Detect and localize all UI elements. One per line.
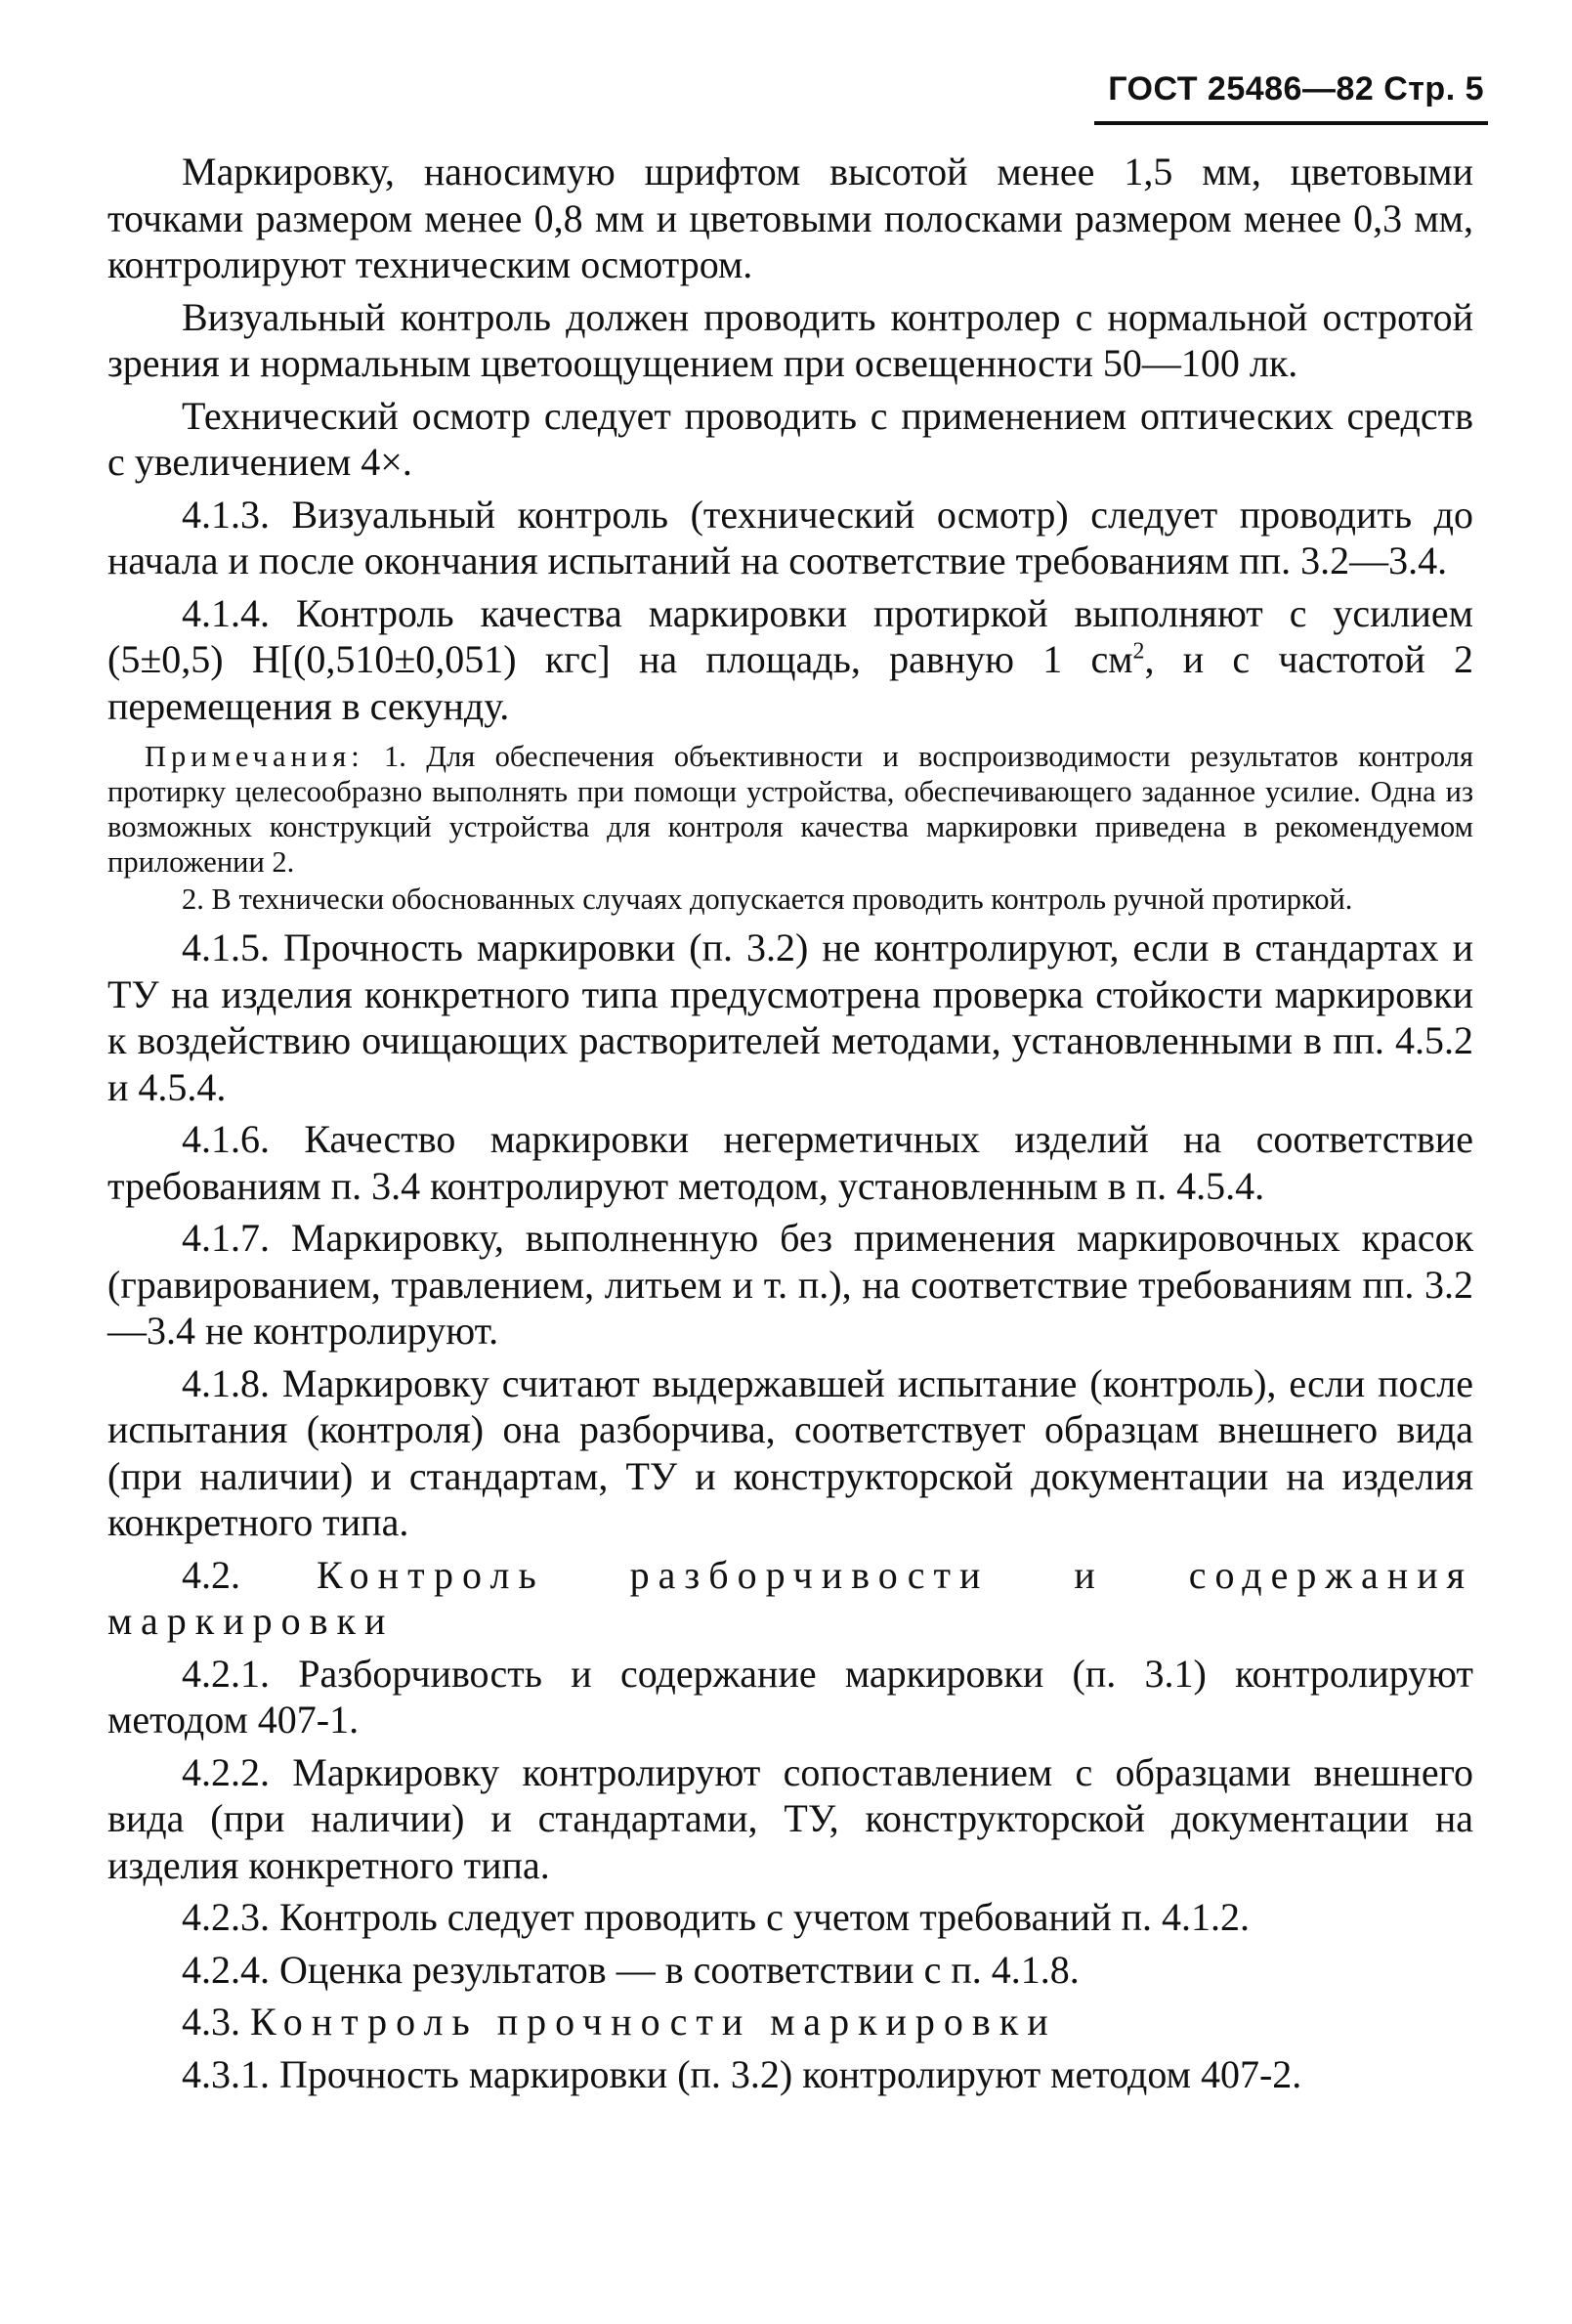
superscript-2: 2	[1132, 638, 1145, 665]
paragraph-4-1-8: 4.1.8. Маркировку считают выдержавшей испытание (контроль), если после испытания (контроля) она разборчива, соответствует образцам внешнего вида (при наличии) и стандартам, ТУ и конструкторской документации на изделия конкретного типа.	[107, 1360, 1473, 1544]
section-title-4-3: Контроль прочности маркировки	[250, 2000, 1057, 2044]
paragraph-4-3-1: 4.3.1. Прочность маркировки (п. 3.2) контролируют методом 407-2.	[182, 2051, 1302, 2096]
page-header: ГОСТ 25486—82 Стр. 5	[1108, 70, 1484, 108]
section-title-4-2: Контроль разборчивости и содержания маркировки	[107, 1552, 1473, 1643]
note-1	[107, 739, 1473, 880]
notes-label: Примечания:	[145, 740, 364, 773]
paragraph-4-2-4: 4.2.4. Оценка результатов — в соответствии с п. 4.1.8.	[182, 1947, 1080, 1992]
paragraph-4-2-1: 4.2.1. Разборчивость и содержание маркировки (п. 3.1) контролируют методом 407-1.	[107, 1651, 1473, 1742]
header-rule	[1094, 121, 1488, 125]
paragraph-technical-inspection-optics: Технический осмотр следует проводить с применением оптических средств с увеличением 4×.	[107, 393, 1473, 484]
section-number-4-3: 4.3.	[182, 2000, 240, 2044]
paragraph-4-1-5: 4.1.5. Прочность маркировки (п. 3.2) не контролируют, если в стандартах и ТУ на изделия конкретного типа предусмотрена проверка стойкости маркировки к воздействию очищающих растворителей методами, установленными в пп. 4.5.2 и 4.5.4.	[107, 925, 1473, 1109]
paragraph-4-1-7: 4.1.7. Маркировку, выполненную без применения маркировочных красок (гравированием, травлением, литьем и т. п.), на соответствие требованиям пп. 3.2—3.4 не контролируют.	[107, 1216, 1473, 1353]
document-body	[107, 149, 1473, 2103]
paragraph-4-1-4	[107, 590, 1473, 730]
section-heading-4-2	[107, 1552, 1473, 1645]
paragraph-4-1-4-text: 4.1.4. Контроль качества маркировки протиркой выполняют с усилием (5±0,5) Н[(0,510±0,051) кгс] на площадь, равную 1 см	[107, 590, 1473, 681]
paragraph-marking-small-font: Маркировку, наносимую шрифтом высотой менее 1,5 мм, цветовыми точками размером менее 0,8 мм и цветовыми полосками размером менее 0,3 мм, контролируют техническим осмотром.	[107, 150, 1473, 286]
notes-block	[107, 739, 1473, 917]
paragraph-4-1-3: 4.1.3. Визуальный контроль (технический осмотр) следует проводить до начала и после окончания испытаний на соответствие требованиям пп. 3.2—3.4.	[107, 492, 1473, 582]
section-heading-4-3	[107, 1999, 1473, 2045]
note-1-text: 1. Для обеспечения объективности и воспроизводимости результатов контроля протирку целесообразно выполнять при помощи устройства, обеспечивающего заданное усилие. Одна из возможных конструкций устройства для контроля качества маркировки приведена в рекомендуемом приложении 2.	[107, 740, 1474, 879]
paragraph-4-2-3: 4.2.3. Контроль следует проводить с учетом требований п. 4.1.2.	[182, 1895, 1251, 1939]
section-number-4-2: 4.2.	[182, 1552, 240, 1597]
paragraph-4-1-6: 4.1.6. Качество маркировки негерметичных изделий на соответствие требованиям п. 3.4 контролируют методом, установленным в п. 4.5.4.	[107, 1117, 1473, 1208]
paragraph-4-1-4-text-end: , и с частотой 2 перемещения в секунду.	[107, 637, 1474, 728]
note-2: 2. В технически обоснованных случаях допускается проводить контроль ручной протиркой.	[182, 882, 1353, 916]
paragraph-4-2-2: 4.2.2. Маркировку контролируют сопоставлением с образцами внешнего вида (при наличии) и стандартами, ТУ, конструкторской документации на изделия конкретного типа.	[107, 1749, 1473, 1887]
paragraph-visual-control-operator: Визуальный контроль должен проводить контролер с нормальной остротой зрения и нормальным цветоощущением при освещенности 50—100 лк.	[107, 294, 1473, 385]
